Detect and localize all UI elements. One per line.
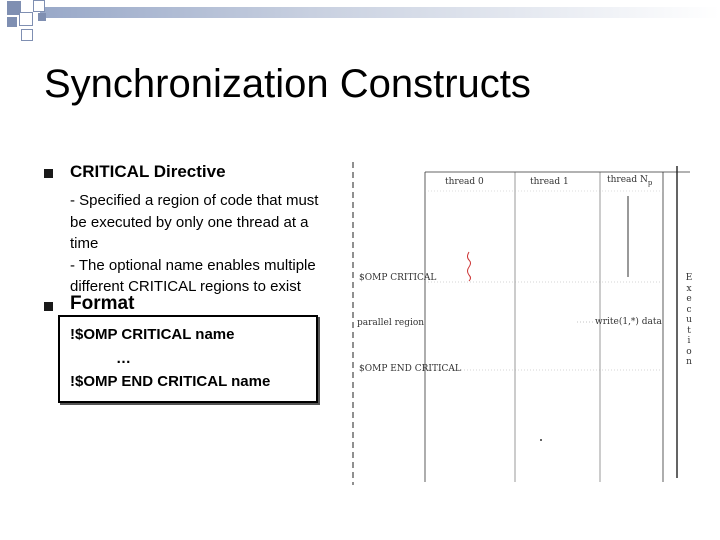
decor-square xyxy=(38,13,46,21)
label-omp-critical: $OMP CRITICAL xyxy=(359,273,437,283)
description-line: - Specified a region of code that must xyxy=(70,192,319,209)
critical-description xyxy=(70,190,360,298)
page-title: Synchronization Constructs xyxy=(44,62,531,106)
thread-label-n: thread $N_p$ xyxy=(607,175,653,187)
decor-square xyxy=(21,29,33,41)
critical-execution-diagram xyxy=(345,160,695,490)
bullet-heading-format: Format xyxy=(70,293,135,314)
code-line: … xyxy=(116,350,131,367)
code-line: !$OMP END CRITICAL name xyxy=(70,373,271,390)
code-line: !$OMP CRITICAL name xyxy=(70,326,235,343)
thread-label-0: thread 0 xyxy=(445,177,484,187)
thread-label-1: thread 1 xyxy=(530,177,569,187)
decor-square xyxy=(7,17,17,27)
bullet-heading-critical: CRITICAL Directive xyxy=(70,162,226,181)
bullet-icon xyxy=(44,302,53,311)
decor-square xyxy=(19,12,33,26)
io-statement: write(1,*) data xyxy=(595,317,662,327)
code-box xyxy=(58,315,318,403)
header-gradient-band xyxy=(40,7,720,18)
decorative-header xyxy=(0,0,720,48)
description-line: be executed by only one thread at a xyxy=(70,213,309,231)
description-line: different CRITICAL regions to exist xyxy=(70,278,301,295)
label-parallel-region: parallel region xyxy=(357,318,425,328)
bullet-icon xyxy=(44,169,53,178)
execution-arrow-label: E x e c u t i o n xyxy=(685,273,693,367)
decor-square xyxy=(33,0,45,12)
description-line: - The optional name enables multiple xyxy=(70,256,316,274)
label-omp-end-critical: $OMP END CRITICAL xyxy=(359,364,461,374)
description-line: time xyxy=(70,235,99,252)
